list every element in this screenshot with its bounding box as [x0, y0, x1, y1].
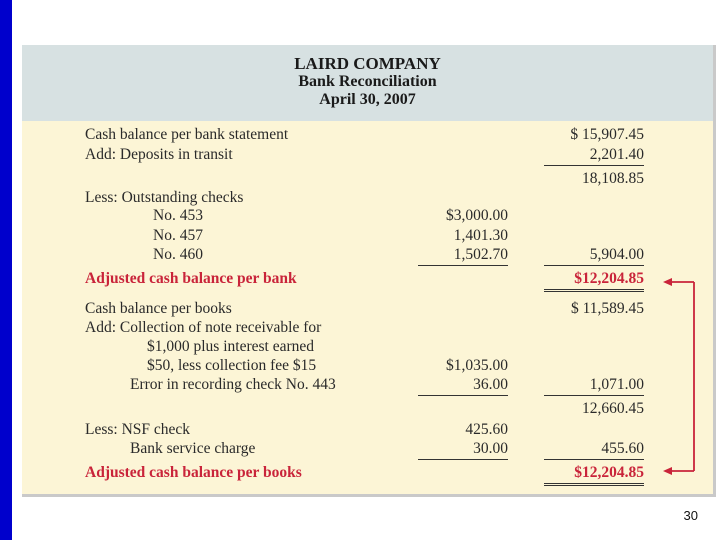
- collection-label-line3: $50, less collection fee $15: [147, 357, 317, 374]
- arrowhead-icon: [663, 467, 672, 475]
- check-label: No. 457: [153, 227, 203, 244]
- company-name: LAIRD COMPANY: [294, 54, 441, 73]
- reconciliation-panel: [22, 45, 716, 497]
- balance-connector-arrows: [22, 45, 713, 494]
- left-accent-bar: [0, 0, 12, 540]
- bank-subtotal: 18,108.85: [582, 170, 644, 187]
- check-amount: 1,502.70: [418, 245, 508, 266]
- adjusted-books-label: Adjusted cash balance per books: [85, 464, 302, 481]
- cash-per-books-amount: $ 11,589.45: [570, 300, 644, 317]
- statement-title: Bank Reconciliation: [298, 73, 437, 90]
- checks-total: 5,904.00: [544, 245, 644, 266]
- collection-label-line2: $1,000 plus interest earned: [147, 338, 315, 355]
- arrowhead-icon: [663, 278, 672, 286]
- check-amount: $3,000.00: [446, 207, 508, 224]
- statement-date: April 30, 2007: [319, 91, 416, 108]
- collection-amount: $1,035.00: [446, 357, 508, 374]
- error-label: Error in recording check No. 443: [130, 376, 336, 393]
- check-label: No. 460: [153, 246, 203, 263]
- cash-per-books-label: Cash balance per books: [85, 300, 232, 317]
- cash-per-bank-amount: $ 15,907.45: [570, 126, 644, 143]
- check-label: No. 453: [153, 207, 203, 224]
- deposits-label: Add: Deposits in transit: [85, 146, 233, 163]
- nsf-amount: 425.60: [465, 421, 508, 438]
- outstanding-checks-label: Less: Outstanding checks: [85, 189, 244, 206]
- collection-label-line1: Add: Collection of note receivable for: [85, 319, 322, 336]
- service-charge-label: Bank service charge: [130, 440, 256, 457]
- adjusted-bank-label: Adjusted cash balance per bank: [85, 270, 297, 287]
- error-amount: 36.00: [418, 375, 508, 396]
- deposits-amount: 2,201.40: [544, 145, 644, 166]
- cash-per-bank-label: Cash balance per bank statement: [85, 126, 289, 143]
- nsf-label: Less: NSF check: [85, 421, 191, 438]
- less-total: 455.60: [544, 439, 644, 460]
- check-amount: 1,401.30: [453, 227, 508, 244]
- adjusted-books-amount: $12,204.85: [544, 463, 644, 486]
- books-subtotal: 12,660.45: [582, 400, 644, 417]
- page-number: 30: [683, 508, 698, 523]
- add-total: 1,071.00: [544, 375, 644, 396]
- adjusted-bank-amount: $12,204.85: [544, 269, 644, 292]
- service-charge-amount: 30.00: [418, 439, 508, 460]
